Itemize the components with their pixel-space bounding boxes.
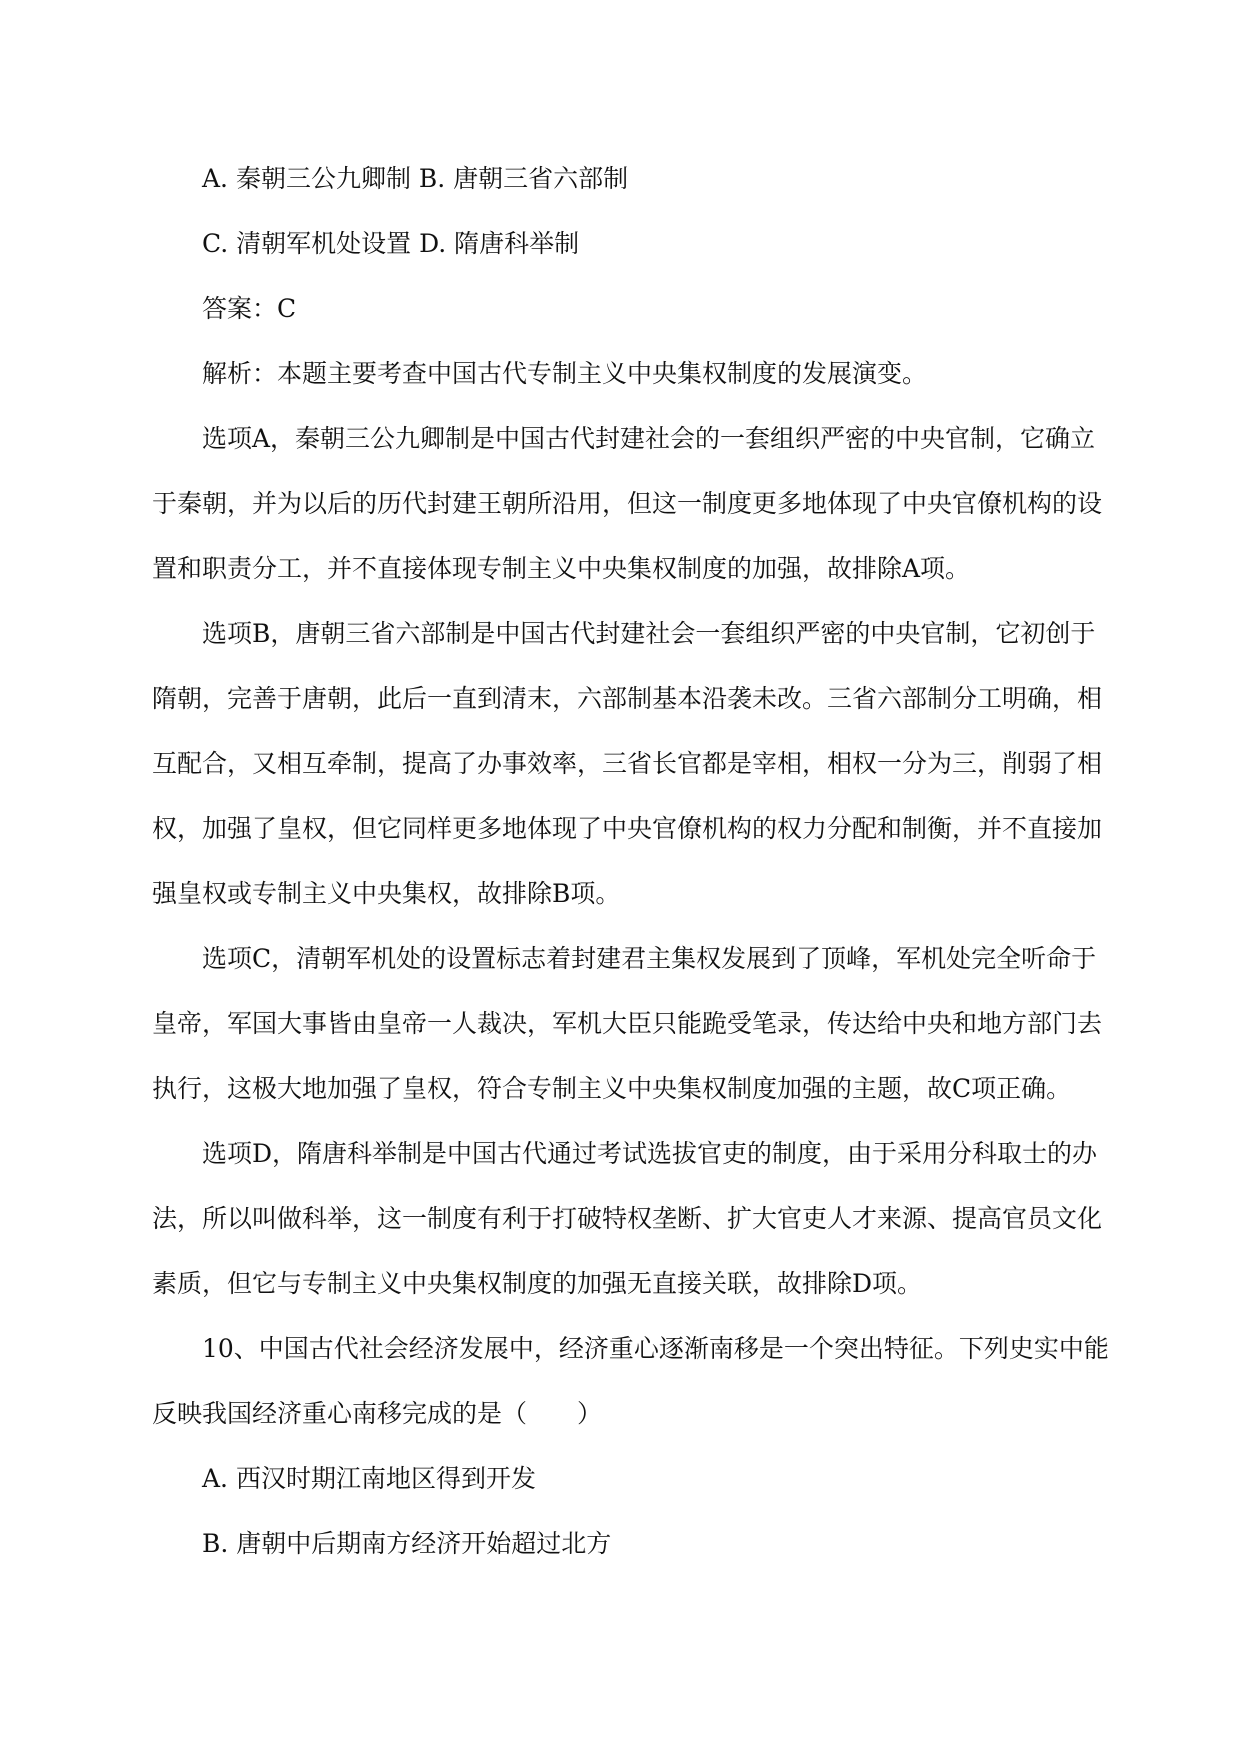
paragraph-line: 10、中国古代社会经济发展中，经济重心逐渐南移是一个突出特征。下列史实中能 xyxy=(202,1334,1109,1363)
paragraph-line: 互配合，又相互牵制，提高了办事效率，三省长官都是宰相，相权一分为三，削弱了相 xyxy=(152,749,1103,778)
paragraph-line: 皇帝，军国大事皆由皇帝一人裁决，军机大臣只能跪受笔录，传达给中央和地方部门去 xyxy=(152,1009,1103,1038)
paragraph-line: 选项C，清朝军机处的设置标志着封建君主集权发展到了顶峰，军机处完全听命于 xyxy=(202,944,1097,973)
q9-explain-a xyxy=(152,406,1103,601)
q10-option-a: A. 西汉时期江南地区得到开发 xyxy=(202,1464,536,1493)
paragraph-line: 反映我国经济重心南移完成的是（ ） xyxy=(152,1399,603,1428)
document-body xyxy=(152,146,1109,1576)
q10-stem xyxy=(152,1316,1109,1446)
q9-explain-d xyxy=(152,1121,1103,1316)
paragraph-line: 于秦朝，并为以后的历代封建王朝所沿用，但这一制度更多地体现了中央官僚机构的设 xyxy=(152,489,1103,518)
paragraph-line: 权，加强了皇权，但它同样更多地体现了中央官僚机构的权力分配和制衡，并不直接加 xyxy=(152,814,1103,843)
paragraph-line: 强皇权或专制主义中央集权，故排除B项。 xyxy=(152,879,621,908)
paragraph-line: 隋朝，完善于唐朝，此后一直到清末，六部制基本沿袭未改。三省六部制分工明确，相 xyxy=(152,684,1103,713)
q9-option-cd: C. 清朝军机处设置 D. 隋唐科举制 xyxy=(202,229,580,258)
q9-analysis: 解析：本题主要考查中国古代专制主义中央集权制度的发展演变。 xyxy=(202,359,928,388)
paragraph-line: 选项B，唐朝三省六部制是中国古代封建社会一套组织严密的中央官制，它初创于 xyxy=(202,619,1096,648)
paragraph-line: 选项D，隋唐科举制是中国古代通过考试选拔官吏的制度，由于采用分科取士的办 xyxy=(202,1139,1098,1168)
q9-option-ab: A. 秦朝三公九卿制 B. 唐朝三省六部制 xyxy=(202,164,629,193)
q9-answer: 答案：C xyxy=(202,294,297,323)
q10-option-b: B. 唐朝中后期南方经济开始超过北方 xyxy=(202,1529,612,1558)
paragraph-line: 素质，但它与专制主义中央集权制度的加强无直接关联，故排除D项。 xyxy=(152,1269,923,1298)
paragraph-line: 置和职责分工，并不直接体现专制主义中央集权制度的加强，故排除A项。 xyxy=(152,554,971,583)
q9-explain-c xyxy=(152,926,1103,1121)
paragraph-line: 法，所以叫做科举，这一制度有利于打破特权垄断、扩大官吏人才来源、提高官员文化 xyxy=(152,1204,1103,1233)
paragraph-line: 执行，这极大地加强了皇权，符合专制主义中央集权制度加强的主题，故C项正确。 xyxy=(152,1074,1072,1103)
q9-explain-b xyxy=(152,601,1103,926)
paragraph-line: 选项A，秦朝三公九卿制是中国古代封建社会的一套组织严密的中央官制，它确立 xyxy=(202,424,1096,453)
